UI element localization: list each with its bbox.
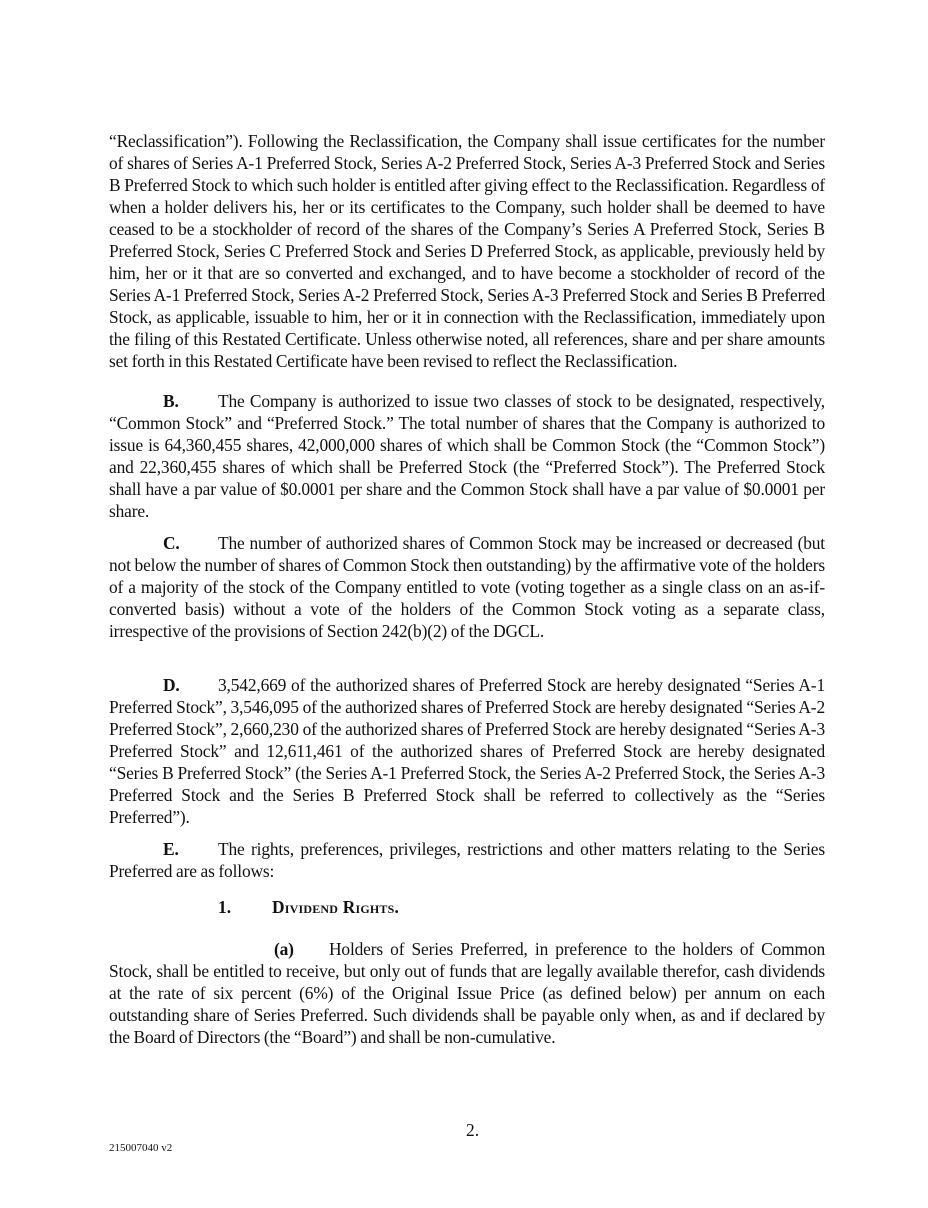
section-label: D. — [163, 675, 180, 695]
subsection-text: Holders of Series Preferred, in preference to the holders of Common Stock, shall be entitled to receive, but only out of funds that are legally available therefor, cash dividends at the rate of six percent (6%) of the Original Issue Price (as defined below) per annum on each outstanding share of Series Preferred. Such dividends shall be payable only when, as and if declared by the Board of Directors (the “Board”) and shall be non-cumulative. — [109, 939, 825, 1047]
section-text: The number of authorized shares of Common Stock may be increased or decreased (but not below the number of shares of Common Stock then outstanding) by the affirmative vote of the holders of a majority of the stock of the Company entitled to vote (voting together as a single class on an as-if-converted basis) without a vote of the holders of the Common Stock voting as a separate class, irrespective of the provisions of Section 242(b)(2) of the DGCL. — [109, 533, 825, 641]
subsection-a-paragraph — [109, 938, 825, 1048]
intro-paragraph-text: “Reclassification”). Following the Reclassification, the Company shall issue certificates for the number of shares of Series A-1 Preferred Stock, Series A-2 Preferred Stock, Series A-3 Preferred Stock and Series B Preferred Stock to which such holder is entitled after giving effect to the Reclassification. Regardless of when a holder delivers his, her or its certificates to the Company, such holder shall be deemed to have ceased to be a stockholder of record of the shares of the Company’s Series A Preferred Stock, Series B Preferred Stock, Series C Preferred Stock and Series D Preferred Stock, as applicable, previously held by him, her or it that are so converted and exchanged, and to have become a stockholder of record of the Series A-1 Preferred Stock, Series A-2 Preferred Stock, Series A-3 Preferred Stock and Series B Preferred Stock, as applicable, issuable to him, her or it in connection with the Reclassification, immediately upon the filing of this Restated Certificate. Unless otherwise noted, all references, share and per share amounts set forth in this Restated Certificate have been revised to reflect the Reclassification. — [109, 131, 825, 371]
subsection-label: (a) — [274, 939, 294, 959]
intro-paragraph — [109, 130, 825, 372]
section-heading-dividend-rights — [218, 896, 399, 918]
section-label: E. — [163, 839, 179, 859]
section-text: The rights, preferences, privileges, restrictions and other matters relating to the Series Preferred are as follows: — [109, 839, 825, 881]
section-label: B. — [163, 391, 179, 411]
page-number: 2. — [466, 1120, 480, 1140]
section-d-paragraph — [109, 674, 825, 828]
section-label: C. — [163, 533, 180, 553]
section-text: 3,542,669 of the authorized shares of Preferred Stock are hereby designated “Series A-1 Preferred Stock”, 3,546,095 of the authorized shares of Preferred Stock are hereby designated “Series A-2 Preferred Stock”, 2,660,230 of the authorized shares of Preferred Stock are hereby designated “Series A-3 Preferred Stock” and 12,611,461 of the authorized shares of Preferred Stock are hereby designated “Series B Preferred Stock” (the Series A-1 Preferred Stock, the Series A-2 Preferred Stock, the Series A-3 Preferred Stock and the Series B Preferred Stock shall be referred to collectively as the “Series Preferred”). — [109, 675, 825, 827]
heading-title: Dividend Rights. — [272, 897, 400, 917]
heading-number: 1. — [218, 897, 232, 917]
document-id: 215007040 v2 — [109, 1142, 173, 1154]
section-text: The Company is authorized to issue two classes of stock to be designated, respectively, “Common Stock” and “Preferred Stock.” The total number of shares that the Company is authorized to issue is 64,360,455 shares, 42,000,000 shares of which shall be Common Stock (the “Common Stock”) and 22,360,455 shares of which shall be Preferred Stock (the “Preferred Stock”). The Preferred Stock shall have a par value of $0.0001 per share and the Common Stock shall have a par value of $0.0001 per share. — [109, 391, 825, 521]
section-e-paragraph — [109, 838, 825, 882]
section-b-paragraph — [109, 390, 825, 522]
section-c-paragraph — [109, 532, 825, 642]
